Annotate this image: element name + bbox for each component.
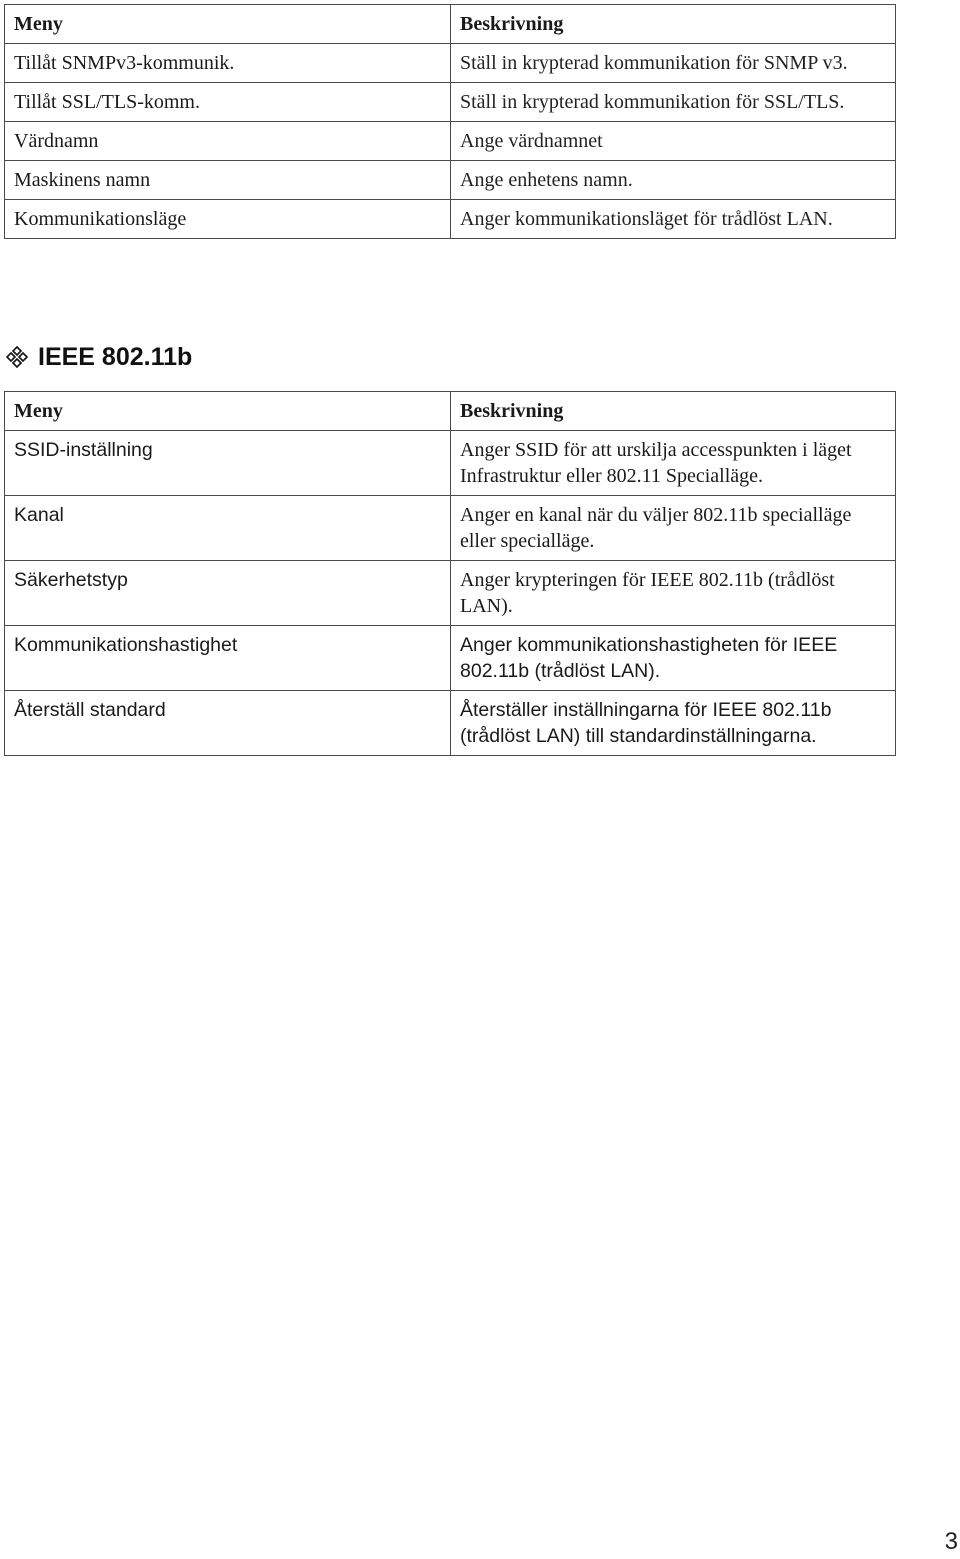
description-cell: Anger SSID för att urskilja accesspunkten i läget Infrastruktur eller 802.11 Specialläge.	[451, 431, 896, 496]
menu-cell: Värdnamn	[5, 122, 451, 161]
menu-cell: Tillåt SSL/TLS-komm.	[5, 83, 451, 122]
description-cell: Anger krypteringen för IEEE 802.11b (trådlöst LAN).	[451, 561, 896, 626]
table-row	[5, 561, 896, 626]
table-header-row	[5, 392, 896, 431]
diamond-bullet-icon	[6, 346, 28, 368]
menu-cell: Kommunikationshastighet	[5, 626, 451, 691]
description-cell: Anger kommunikationsläget för trådlöst LAN.	[451, 200, 896, 239]
menu-cell: Säkerhetstyp	[5, 561, 451, 626]
table-row	[5, 161, 896, 200]
menu-cell: Kommunikationsläge	[5, 200, 451, 239]
menu-cell: SSID-inställning	[5, 431, 451, 496]
table-row	[5, 496, 896, 561]
column-header-menu: Meny	[5, 5, 451, 44]
column-header-menu: Meny	[5, 392, 451, 431]
table-row	[5, 44, 896, 83]
table-row	[5, 122, 896, 161]
column-header-description: Beskrivning	[451, 5, 896, 44]
table-row	[5, 431, 896, 496]
description-cell: Ställ in krypterad kommunikation för SSL/TLS.	[451, 83, 896, 122]
settings-table-general	[4, 4, 896, 239]
description-cell: Ange värdnamnet	[451, 122, 896, 161]
description-cell: Anger kommunikationshastigheten för IEEE 802.11b (trådlöst LAN).	[451, 626, 896, 691]
section-title: IEEE 802.11b	[38, 342, 193, 371]
menu-cell: Tillåt SNMPv3-kommunik.	[5, 44, 451, 83]
table-row	[5, 83, 896, 122]
description-cell: Återställer inställningarna för IEEE 802.11b (trådlöst LAN) till standardinställningarna.	[451, 691, 896, 756]
settings-table-ieee	[4, 391, 896, 756]
page-number: 3	[944, 1528, 958, 1555]
table-row	[5, 691, 896, 756]
menu-cell: Maskinens namn	[5, 161, 451, 200]
column-header-description: Beskrivning	[451, 392, 896, 431]
menu-cell: Återställ standard	[5, 691, 451, 756]
section-heading	[4, 340, 192, 374]
description-cell: Ange enhetens namn.	[451, 161, 896, 200]
table-row	[5, 626, 896, 691]
menu-cell: Kanal	[5, 496, 451, 561]
description-cell: Ställ in krypterad kommunikation för SNMP v3.	[451, 44, 896, 83]
table-header-row	[5, 5, 896, 44]
table-row	[5, 200, 896, 239]
description-cell: Anger en kanal när du väljer 802.11b specialläge eller specialläge.	[451, 496, 896, 561]
